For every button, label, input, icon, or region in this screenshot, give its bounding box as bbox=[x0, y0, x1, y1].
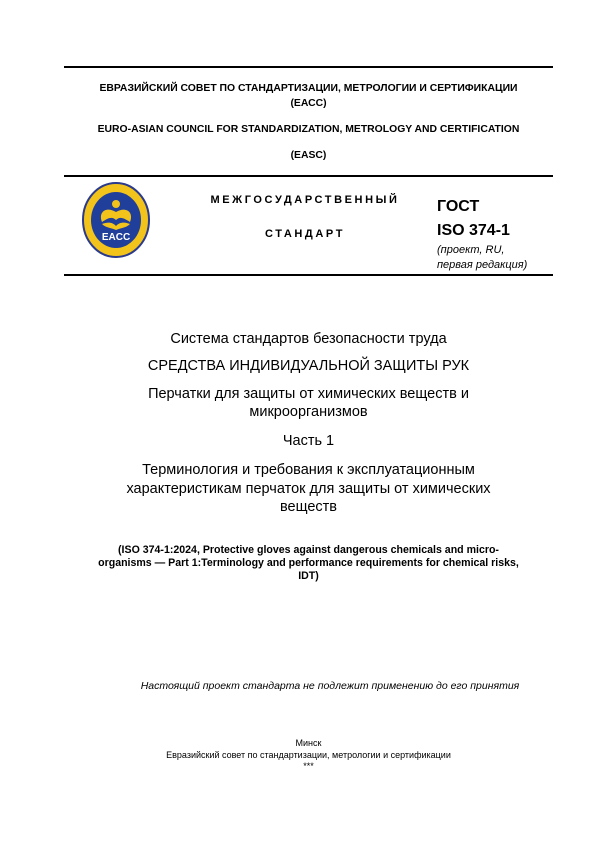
draft-status-line2: первая редакция) bbox=[437, 259, 528, 271]
part-title-line2: характеристикам перчаток для защиты от химических bbox=[126, 481, 491, 497]
iso-reference-line1: (ISO 374-1:2024, Protective gloves against dangerous chemicals and micro- bbox=[118, 544, 499, 556]
subject-title-line2: микроорганизмов bbox=[249, 404, 368, 420]
standard-number: ISO 374-1 bbox=[437, 222, 510, 239]
top-rule bbox=[64, 66, 553, 68]
council-abbr-en: (EASC) bbox=[290, 150, 327, 161]
council-name-en: EURO-ASIAN COUNCIL FOR STANDARDIZATION, METROLOGY AND CERTIFICATION bbox=[97, 124, 520, 135]
council-name-ru: ЕВРАЗИЙСКИЙ СОВЕТ ПО СТАНДАРТИЗАЦИИ, МЕТРОЛОГИИ И СЕРТИФИКАЦИИ bbox=[99, 83, 518, 94]
standard-label: СТАНДАРТ bbox=[264, 228, 346, 240]
easc-emblem-icon bbox=[82, 182, 150, 258]
draft-notice: Настоящий проект стандарта не подлежит применению до его принятия bbox=[140, 680, 520, 692]
main-title: СРЕДСТВА ИНДИВИДУАЛЬНОЙ ЗАЩИТЫ РУК bbox=[147, 358, 470, 374]
interstate-label: МЕЖГОСУДАРСТВЕННЫЙ bbox=[210, 194, 400, 206]
footer-city: Минск bbox=[295, 738, 322, 748]
part-title-line3: веществ bbox=[279, 499, 338, 515]
series-title: Система стандартов безопасности труда bbox=[170, 331, 447, 347]
part-title-line1: Терминология и требования к эксплуатационным bbox=[142, 462, 475, 478]
header-bottom-rule bbox=[64, 274, 553, 276]
subject-title-line1: Перчатки для защиты от химических веществ и bbox=[148, 386, 469, 402]
footer-year: *** bbox=[303, 761, 314, 771]
gost-label: ГОСТ bbox=[437, 198, 480, 215]
iso-reference-line3: IDT) bbox=[298, 570, 319, 582]
header-top-rule bbox=[64, 175, 553, 177]
council-abbr-ru: (ЕАСС) bbox=[290, 98, 327, 109]
draft-status-line1: (проект, RU, bbox=[437, 244, 505, 256]
logo-text: EACC bbox=[101, 232, 131, 243]
part-number: Часть 1 bbox=[282, 433, 335, 449]
iso-reference-line2: organisms — Part 1:Terminology and performance requirements for chemical risks, bbox=[98, 557, 519, 569]
footer-organization: Евразийский совет по стандартизации, метрологии и сертификации bbox=[166, 750, 451, 760]
iso-reference bbox=[64, 544, 553, 583]
